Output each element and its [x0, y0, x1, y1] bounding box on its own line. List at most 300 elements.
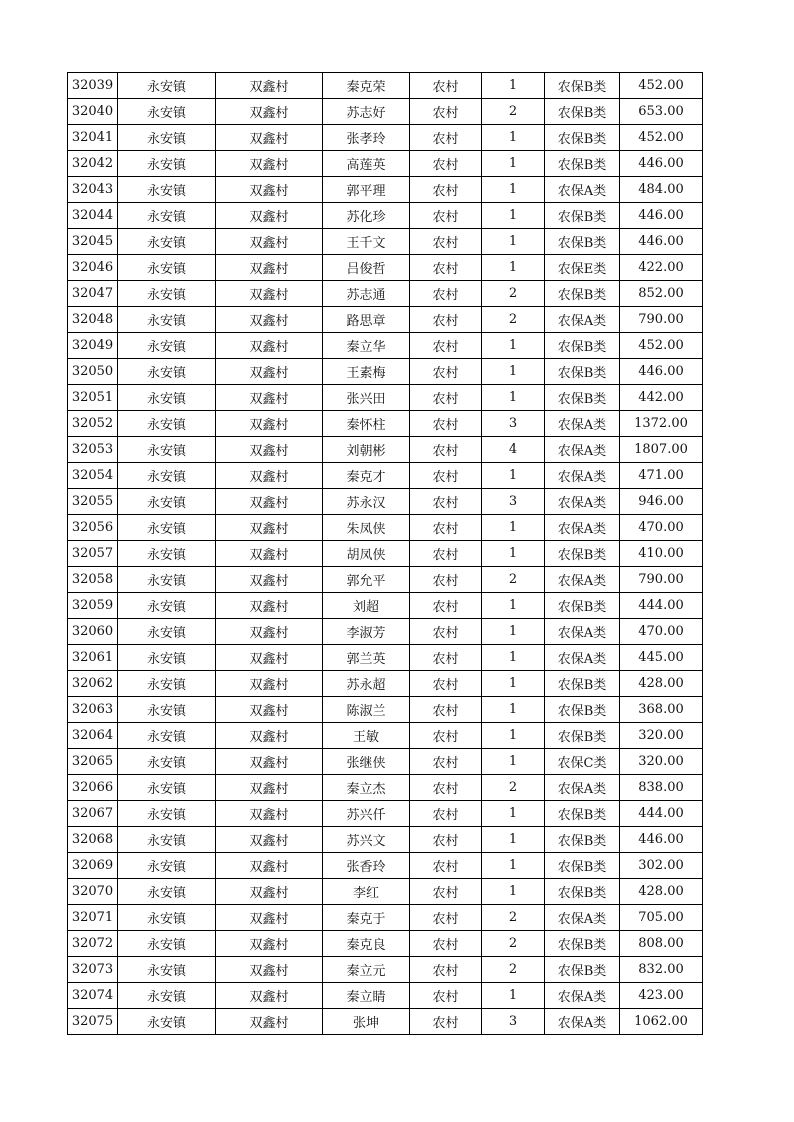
insurance-category-cell: 农保B类 — [545, 723, 620, 749]
name-cell: 张香玲 — [323, 853, 410, 879]
table-row — [68, 73, 703, 99]
insurance-category-cell: 农保C类 — [545, 749, 620, 775]
amount-cell: 790.00 — [620, 307, 703, 333]
area-type-cell: 农村 — [410, 593, 482, 619]
table-body — [68, 73, 703, 1035]
amount-cell: 471.00 — [620, 463, 703, 489]
amount-cell: 428.00 — [620, 671, 703, 697]
record-id-cell: 32056 — [68, 515, 118, 541]
household-size-cell: 1 — [482, 983, 545, 1009]
record-id-cell: 32053 — [68, 437, 118, 463]
table-row — [68, 229, 703, 255]
name-cell: 郭平理 — [323, 177, 410, 203]
area-type-cell: 农村 — [410, 385, 482, 411]
village-cell: 双鑫村 — [216, 879, 323, 905]
name-cell: 刘超 — [323, 593, 410, 619]
amount-cell: 790.00 — [620, 567, 703, 593]
amount-cell: 368.00 — [620, 697, 703, 723]
area-type-cell: 农村 — [410, 879, 482, 905]
name-cell: 秦克才 — [323, 463, 410, 489]
household-size-cell: 2 — [482, 307, 545, 333]
household-size-cell: 2 — [482, 567, 545, 593]
insurance-category-cell: 农保B类 — [545, 593, 620, 619]
record-id-cell: 32071 — [68, 905, 118, 931]
name-cell: 李红 — [323, 879, 410, 905]
record-id-cell: 32045 — [68, 229, 118, 255]
record-id-cell: 32057 — [68, 541, 118, 567]
area-type-cell: 农村 — [410, 1009, 482, 1035]
village-cell: 双鑫村 — [216, 333, 323, 359]
town-cell: 永安镇 — [118, 515, 216, 541]
village-cell: 双鑫村 — [216, 645, 323, 671]
area-type-cell: 农村 — [410, 99, 482, 125]
village-cell: 双鑫村 — [216, 73, 323, 99]
amount-cell: 320.00 — [620, 723, 703, 749]
area-type-cell: 农村 — [410, 541, 482, 567]
table-row — [68, 957, 703, 983]
village-cell: 双鑫村 — [216, 151, 323, 177]
area-type-cell: 农村 — [410, 749, 482, 775]
amount-cell: 445.00 — [620, 645, 703, 671]
table-row — [68, 385, 703, 411]
insurance-category-cell: 农保B类 — [545, 801, 620, 827]
area-type-cell: 农村 — [410, 281, 482, 307]
name-cell: 陈淑兰 — [323, 697, 410, 723]
household-size-cell: 2 — [482, 957, 545, 983]
area-type-cell: 农村 — [410, 853, 482, 879]
name-cell: 张兴田 — [323, 385, 410, 411]
insurance-category-cell: 农保A类 — [545, 775, 620, 801]
table-row — [68, 437, 703, 463]
table-row — [68, 671, 703, 697]
insurance-category-cell: 农保A类 — [545, 1009, 620, 1035]
town-cell: 永安镇 — [118, 593, 216, 619]
village-cell: 双鑫村 — [216, 463, 323, 489]
insurance-category-cell: 农保A类 — [545, 983, 620, 1009]
area-type-cell: 农村 — [410, 957, 482, 983]
insurance-category-cell: 农保B类 — [545, 359, 620, 385]
table-row — [68, 645, 703, 671]
household-size-cell: 1 — [482, 619, 545, 645]
area-type-cell: 农村 — [410, 931, 482, 957]
town-cell: 永安镇 — [118, 177, 216, 203]
insurance-category-cell: 农保B类 — [545, 281, 620, 307]
amount-cell: 452.00 — [620, 73, 703, 99]
insurance-category-cell: 农保A类 — [545, 489, 620, 515]
insurance-category-cell: 农保A类 — [545, 411, 620, 437]
table-row — [68, 281, 703, 307]
area-type-cell: 农村 — [410, 515, 482, 541]
table-row — [68, 177, 703, 203]
household-size-cell: 1 — [482, 749, 545, 775]
household-size-cell: 1 — [482, 853, 545, 879]
amount-cell: 832.00 — [620, 957, 703, 983]
town-cell: 永安镇 — [118, 463, 216, 489]
name-cell: 秦立华 — [323, 333, 410, 359]
town-cell: 永安镇 — [118, 411, 216, 437]
area-type-cell: 农村 — [410, 645, 482, 671]
amount-cell: 423.00 — [620, 983, 703, 1009]
household-size-cell: 3 — [482, 411, 545, 437]
village-cell: 双鑫村 — [216, 567, 323, 593]
insurance-category-cell: 农保B类 — [545, 697, 620, 723]
table-row — [68, 619, 703, 645]
insurance-category-cell: 农保A类 — [545, 645, 620, 671]
town-cell: 永安镇 — [118, 489, 216, 515]
village-cell: 双鑫村 — [216, 203, 323, 229]
town-cell: 永安镇 — [118, 307, 216, 333]
name-cell: 秦克于 — [323, 905, 410, 931]
town-cell: 永安镇 — [118, 697, 216, 723]
insurance-category-cell: 农保A类 — [545, 515, 620, 541]
amount-cell: 442.00 — [620, 385, 703, 411]
town-cell: 永安镇 — [118, 931, 216, 957]
record-id-cell: 32054 — [68, 463, 118, 489]
town-cell: 永安镇 — [118, 567, 216, 593]
town-cell: 永安镇 — [118, 359, 216, 385]
area-type-cell: 农村 — [410, 671, 482, 697]
name-cell: 路思章 — [323, 307, 410, 333]
record-id-cell: 32058 — [68, 567, 118, 593]
town-cell: 永安镇 — [118, 619, 216, 645]
table-row — [68, 359, 703, 385]
area-type-cell: 农村 — [410, 801, 482, 827]
amount-cell: 410.00 — [620, 541, 703, 567]
household-size-cell: 1 — [482, 515, 545, 541]
village-cell: 双鑫村 — [216, 671, 323, 697]
village-cell: 双鑫村 — [216, 619, 323, 645]
area-type-cell: 农村 — [410, 73, 482, 99]
village-cell: 双鑫村 — [216, 749, 323, 775]
town-cell: 永安镇 — [118, 671, 216, 697]
household-size-cell: 1 — [482, 385, 545, 411]
area-type-cell: 农村 — [410, 463, 482, 489]
village-cell: 双鑫村 — [216, 281, 323, 307]
name-cell: 吕俊哲 — [323, 255, 410, 281]
town-cell: 永安镇 — [118, 99, 216, 125]
household-size-cell: 2 — [482, 905, 545, 931]
table-row — [68, 125, 703, 151]
insurance-category-cell: 农保A类 — [545, 619, 620, 645]
village-cell: 双鑫村 — [216, 437, 323, 463]
village-cell: 双鑫村 — [216, 931, 323, 957]
name-cell: 秦立元 — [323, 957, 410, 983]
insurance-category-cell: 农保B类 — [545, 151, 620, 177]
record-id-cell: 32070 — [68, 879, 118, 905]
name-cell: 王素梅 — [323, 359, 410, 385]
amount-cell: 946.00 — [620, 489, 703, 515]
name-cell: 胡凤侠 — [323, 541, 410, 567]
name-cell: 张孝玲 — [323, 125, 410, 151]
village-cell: 双鑫村 — [216, 723, 323, 749]
name-cell: 郭允平 — [323, 567, 410, 593]
household-size-cell: 1 — [482, 593, 545, 619]
record-id-cell: 32040 — [68, 99, 118, 125]
village-cell: 双鑫村 — [216, 541, 323, 567]
household-size-cell: 1 — [482, 645, 545, 671]
area-type-cell: 农村 — [410, 983, 482, 1009]
village-cell: 双鑫村 — [216, 957, 323, 983]
record-id-cell: 32051 — [68, 385, 118, 411]
household-size-cell: 1 — [482, 151, 545, 177]
insurance-category-cell: 农保B类 — [545, 73, 620, 99]
household-size-cell: 1 — [482, 879, 545, 905]
table-row — [68, 99, 703, 125]
town-cell: 永安镇 — [118, 229, 216, 255]
village-cell: 双鑫村 — [216, 905, 323, 931]
village-cell: 双鑫村 — [216, 255, 323, 281]
table-row — [68, 567, 703, 593]
town-cell: 永安镇 — [118, 151, 216, 177]
amount-cell: 320.00 — [620, 749, 703, 775]
household-size-cell: 1 — [482, 463, 545, 489]
record-id-cell: 32075 — [68, 1009, 118, 1035]
record-id-cell: 32074 — [68, 983, 118, 1009]
name-cell: 秦立杰 — [323, 775, 410, 801]
amount-cell: 484.00 — [620, 177, 703, 203]
name-cell: 刘朝彬 — [323, 437, 410, 463]
table-row — [68, 463, 703, 489]
village-cell: 双鑫村 — [216, 853, 323, 879]
table-row — [68, 411, 703, 437]
amount-cell: 1372.00 — [620, 411, 703, 437]
town-cell: 永安镇 — [118, 957, 216, 983]
table-row — [68, 749, 703, 775]
household-size-cell: 4 — [482, 437, 545, 463]
amount-cell: 470.00 — [620, 515, 703, 541]
record-id-cell: 32060 — [68, 619, 118, 645]
record-id-cell: 32047 — [68, 281, 118, 307]
record-id-cell: 32049 — [68, 333, 118, 359]
name-cell: 张继侠 — [323, 749, 410, 775]
record-id-cell: 32052 — [68, 411, 118, 437]
area-type-cell: 农村 — [410, 125, 482, 151]
amount-cell: 446.00 — [620, 827, 703, 853]
table-row — [68, 255, 703, 281]
area-type-cell: 农村 — [410, 229, 482, 255]
name-cell: 朱凤侠 — [323, 515, 410, 541]
amount-cell: 838.00 — [620, 775, 703, 801]
record-id-cell: 32064 — [68, 723, 118, 749]
insurance-category-cell: 农保B类 — [545, 333, 620, 359]
amount-cell: 428.00 — [620, 879, 703, 905]
village-cell: 双鑫村 — [216, 385, 323, 411]
household-size-cell: 1 — [482, 203, 545, 229]
area-type-cell: 农村 — [410, 905, 482, 931]
household-size-cell: 1 — [482, 125, 545, 151]
table-row — [68, 307, 703, 333]
table-row — [68, 723, 703, 749]
area-type-cell: 农村 — [410, 333, 482, 359]
village-cell: 双鑫村 — [216, 983, 323, 1009]
table-row — [68, 931, 703, 957]
record-id-cell: 32039 — [68, 73, 118, 99]
household-size-cell: 2 — [482, 281, 545, 307]
record-id-cell: 32066 — [68, 775, 118, 801]
area-type-cell: 农村 — [410, 177, 482, 203]
table-row — [68, 541, 703, 567]
name-cell: 苏志通 — [323, 281, 410, 307]
table-row — [68, 593, 703, 619]
insurance-category-cell: 农保B类 — [545, 879, 620, 905]
town-cell: 永安镇 — [118, 73, 216, 99]
amount-cell: 302.00 — [620, 853, 703, 879]
household-size-cell: 1 — [482, 359, 545, 385]
insurance-category-cell: 农保B类 — [545, 203, 620, 229]
village-cell: 双鑫村 — [216, 359, 323, 385]
table-row — [68, 853, 703, 879]
town-cell: 永安镇 — [118, 385, 216, 411]
village-cell: 双鑫村 — [216, 489, 323, 515]
village-cell: 双鑫村 — [216, 515, 323, 541]
amount-cell: 444.00 — [620, 801, 703, 827]
village-cell: 双鑫村 — [216, 775, 323, 801]
amount-cell: 452.00 — [620, 333, 703, 359]
insurance-category-cell: 农保B类 — [545, 541, 620, 567]
table-row — [68, 775, 703, 801]
table-row — [68, 1009, 703, 1035]
record-id-cell: 32073 — [68, 957, 118, 983]
area-type-cell: 农村 — [410, 827, 482, 853]
name-cell: 郭兰英 — [323, 645, 410, 671]
name-cell: 王千文 — [323, 229, 410, 255]
area-type-cell: 农村 — [410, 359, 482, 385]
amount-cell: 1807.00 — [620, 437, 703, 463]
amount-cell: 444.00 — [620, 593, 703, 619]
table-row — [68, 801, 703, 827]
record-id-cell: 32062 — [68, 671, 118, 697]
area-type-cell: 农村 — [410, 151, 482, 177]
amount-cell: 470.00 — [620, 619, 703, 645]
record-id-cell: 32061 — [68, 645, 118, 671]
record-id-cell: 32044 — [68, 203, 118, 229]
amount-cell: 653.00 — [620, 99, 703, 125]
name-cell: 苏化珍 — [323, 203, 410, 229]
household-size-cell: 1 — [482, 723, 545, 749]
town-cell: 永安镇 — [118, 879, 216, 905]
household-size-cell: 3 — [482, 1009, 545, 1035]
table-row — [68, 983, 703, 1009]
household-size-cell: 1 — [482, 697, 545, 723]
town-cell: 永安镇 — [118, 983, 216, 1009]
name-cell: 王敏 — [323, 723, 410, 749]
insurance-category-cell: 农保A类 — [545, 437, 620, 463]
town-cell: 永安镇 — [118, 749, 216, 775]
area-type-cell: 农村 — [410, 775, 482, 801]
name-cell: 李淑芳 — [323, 619, 410, 645]
insurance-category-cell: 农保B类 — [545, 931, 620, 957]
table-row — [68, 333, 703, 359]
insurance-category-cell: 农保B类 — [545, 671, 620, 697]
amount-cell: 422.00 — [620, 255, 703, 281]
amount-cell: 1062.00 — [620, 1009, 703, 1035]
table-row — [68, 203, 703, 229]
insurance-category-cell: 农保B类 — [545, 99, 620, 125]
name-cell: 苏永超 — [323, 671, 410, 697]
town-cell: 永安镇 — [118, 125, 216, 151]
table-row — [68, 905, 703, 931]
amount-cell: 452.00 — [620, 125, 703, 151]
town-cell: 永安镇 — [118, 437, 216, 463]
record-id-cell: 32041 — [68, 125, 118, 151]
name-cell: 苏兴仟 — [323, 801, 410, 827]
table-row — [68, 151, 703, 177]
name-cell: 秦克良 — [323, 931, 410, 957]
household-size-cell: 2 — [482, 931, 545, 957]
amount-cell: 808.00 — [620, 931, 703, 957]
record-id-cell: 32068 — [68, 827, 118, 853]
record-id-cell: 32055 — [68, 489, 118, 515]
insurance-category-cell: 农保E类 — [545, 255, 620, 281]
amount-cell: 446.00 — [620, 151, 703, 177]
insurance-category-cell: 农保B类 — [545, 229, 620, 255]
record-id-cell: 32059 — [68, 593, 118, 619]
village-cell: 双鑫村 — [216, 697, 323, 723]
record-id-cell: 32048 — [68, 307, 118, 333]
area-type-cell: 农村 — [410, 307, 482, 333]
village-cell: 双鑫村 — [216, 827, 323, 853]
area-type-cell: 农村 — [410, 723, 482, 749]
village-cell: 双鑫村 — [216, 307, 323, 333]
name-cell: 苏志好 — [323, 99, 410, 125]
insurance-category-cell: 农保A类 — [545, 307, 620, 333]
area-type-cell: 农村 — [410, 411, 482, 437]
amount-cell: 705.00 — [620, 905, 703, 931]
insurance-category-cell: 农保A类 — [545, 905, 620, 931]
area-type-cell: 农村 — [410, 697, 482, 723]
household-size-cell: 3 — [482, 489, 545, 515]
household-size-cell: 2 — [482, 775, 545, 801]
town-cell: 永安镇 — [118, 333, 216, 359]
town-cell: 永安镇 — [118, 905, 216, 931]
village-cell: 双鑫村 — [216, 125, 323, 151]
insurance-category-cell: 农保A类 — [545, 177, 620, 203]
town-cell: 永安镇 — [118, 853, 216, 879]
table-row — [68, 515, 703, 541]
household-size-cell: 1 — [482, 541, 545, 567]
town-cell: 永安镇 — [118, 1009, 216, 1035]
household-size-cell: 1 — [482, 671, 545, 697]
town-cell: 永安镇 — [118, 723, 216, 749]
village-cell: 双鑫村 — [216, 593, 323, 619]
name-cell: 张坤 — [323, 1009, 410, 1035]
household-size-cell: 1 — [482, 255, 545, 281]
town-cell: 永安镇 — [118, 541, 216, 567]
name-cell: 苏兴文 — [323, 827, 410, 853]
name-cell: 秦克荣 — [323, 73, 410, 99]
town-cell: 永安镇 — [118, 203, 216, 229]
village-cell: 双鑫村 — [216, 229, 323, 255]
town-cell: 永安镇 — [118, 827, 216, 853]
table-row — [68, 489, 703, 515]
village-cell: 双鑫村 — [216, 99, 323, 125]
record-id-cell: 32046 — [68, 255, 118, 281]
area-type-cell: 农村 — [410, 489, 482, 515]
town-cell: 永安镇 — [118, 775, 216, 801]
amount-cell: 446.00 — [620, 229, 703, 255]
area-type-cell: 农村 — [410, 255, 482, 281]
insurance-category-cell: 农保B类 — [545, 827, 620, 853]
household-size-cell: 1 — [482, 229, 545, 255]
insurance-category-cell: 农保A类 — [545, 463, 620, 489]
table-row — [68, 697, 703, 723]
record-id-cell: 32069 — [68, 853, 118, 879]
village-cell: 双鑫村 — [216, 801, 323, 827]
village-cell: 双鑫村 — [216, 411, 323, 437]
area-type-cell: 农村 — [410, 437, 482, 463]
household-size-cell: 1 — [482, 73, 545, 99]
record-id-cell: 32065 — [68, 749, 118, 775]
